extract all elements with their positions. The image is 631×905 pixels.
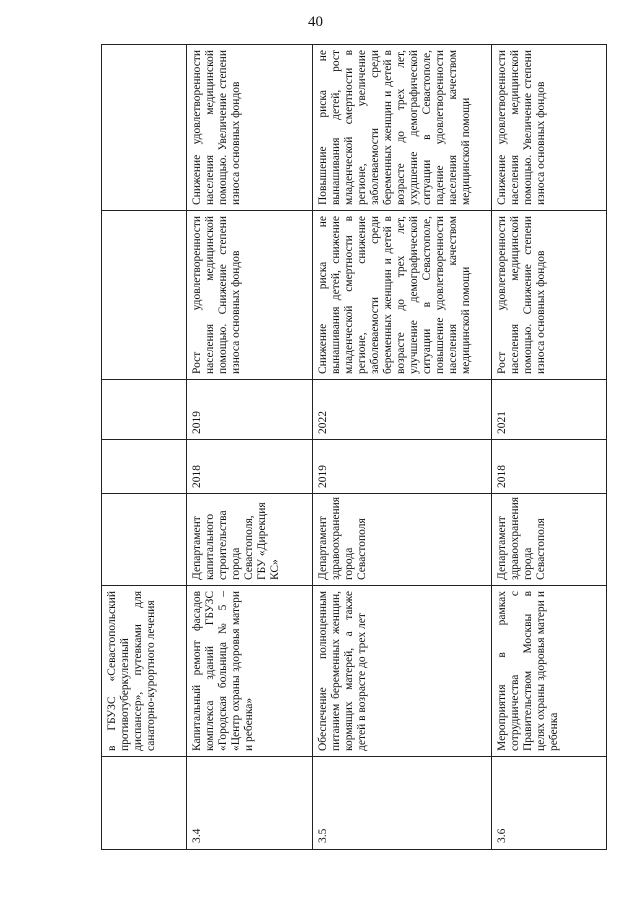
cell-executor: Департамент капитального строительства города Севастополя, ГБУ «Дирекция КС» [187, 494, 313, 586]
cell-effect: Снижение удовлетворенности населения медицинской помощью. Увеличение степени износа основных фондов [187, 45, 313, 211]
cell-executor: Департамент здравоохранения города Севастополя [313, 494, 492, 586]
rotated-table-container [101, 45, 606, 850]
measures-table [101, 44, 607, 850]
cell-effect: Снижение удовлетворенности населения медицинской помощью. Увеличение степени износа основных фондов [492, 45, 607, 211]
cell-end-year [102, 380, 187, 440]
cell-executor [102, 494, 187, 586]
cell-number: 3.4 [187, 757, 313, 850]
cell-end-year: 2019 [187, 380, 313, 440]
cell-effect [102, 45, 187, 211]
cell-start-year [102, 440, 187, 494]
cell-start-year: 2019 [313, 440, 492, 494]
cell-end-year: 2021 [492, 380, 607, 440]
page-number: 40 [308, 14, 323, 30]
cell-measure: Капитальный ремонт фасадов комплекса зданий ГБУЗС «Городская больница № 5 – «Центр охраны здоровья матери и ребенка» [187, 586, 313, 757]
table-row [187, 45, 313, 850]
cell-number: 3.6 [492, 757, 607, 850]
table-row [313, 45, 492, 850]
table-row [492, 45, 607, 850]
cell-start-year: 2018 [492, 440, 607, 494]
cell-result: Снижение риска не вынашивания детей, снижение младенческой смертности в регионе, снижение заболеваемости среди беременных женщин и детей в возрасте до трех лет, улучшение демографической ситуации в Севастополе, повышение удовлетворенности населения качеством медицинской помощи [313, 211, 492, 380]
cell-end-year: 2022 [313, 380, 492, 440]
cell-result [102, 211, 187, 380]
table-row [102, 45, 187, 850]
cell-number: 3.5 [313, 757, 492, 850]
cell-measure: в ГБУЗС «Севастопольский противотуберкулезный диспансер», путевками для санаторно-курортного лечения [102, 586, 187, 757]
cell-number [102, 757, 187, 850]
cell-result: Рост удовлетворенности населения медицинской помощью. Снижение степени износа основных фондов [187, 211, 313, 380]
cell-measure: Обеспечение полноценным питанием беременных женщин, кормящих матерей, а также детей в возрасте до трех лет [313, 586, 492, 757]
cell-result: Рост удовлетворенности населения медицинской помощью. Снижение степени износа основных фондов [492, 211, 607, 380]
cell-start-year: 2018 [187, 440, 313, 494]
cell-executor: Департамент здравоохранения города Севастополя [492, 494, 607, 586]
cell-measure: Мероприятия в рамках сотрудничества с Правительством Москвы в целях охраны здоровья матери и ребенка [492, 586, 607, 757]
cell-effect: Повышение риска не вынашивания детей, рост младенческой смертности в регионе, увеличение заболеваемости среди беременных женщин и детей в возрасте до трех лет, ухудшение демографической ситуации в Севастополе, падение удовлетворенности населения качеством медицинской помощи [313, 45, 492, 211]
